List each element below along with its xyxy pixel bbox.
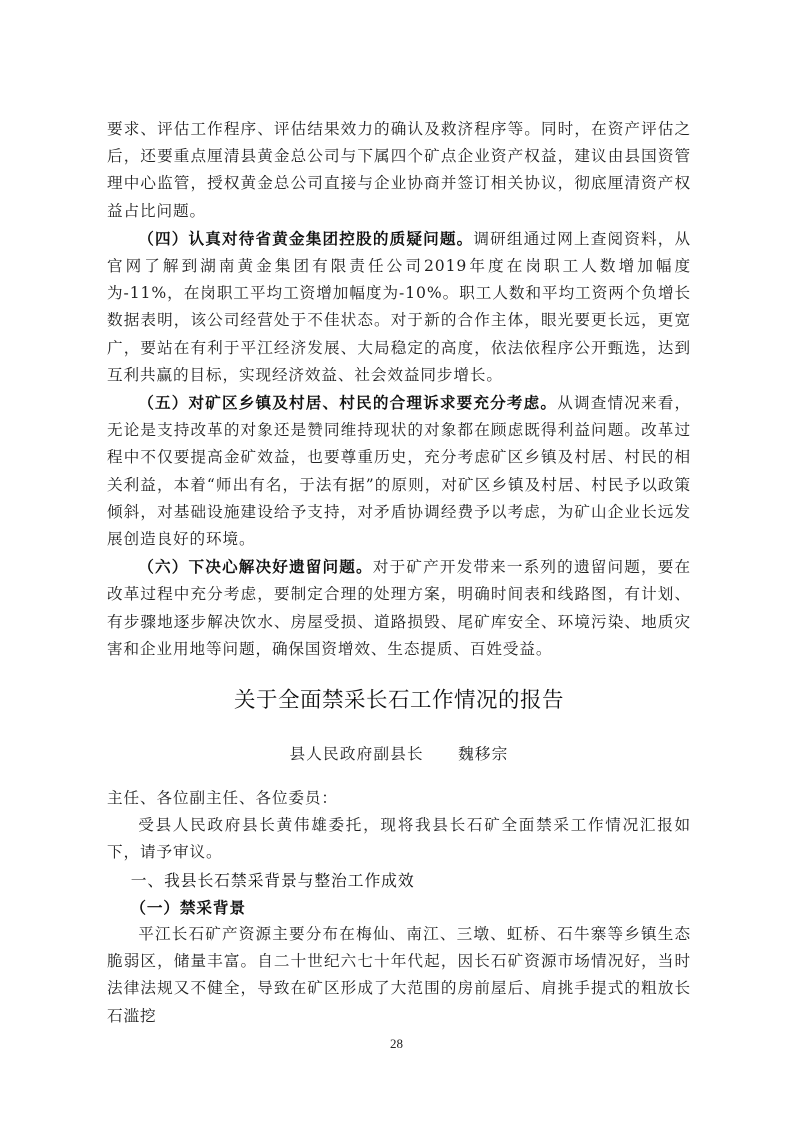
- background-paragraph: 平江长石矿产资源主要分布在梅仙、南江、三墩、虹桥、石牛寨等乡镇生态脆弱区，储量丰富。自二十世纪六七十年代起，因长石矿资源市场情况好，当时法律法规又不健全，导致在矿区形成了大范围的房前屋后、肩挑手提式的粗放长石滥挖: [107, 925, 691, 1025]
- section-four-body: 调研组通过网上查阅资料，从官网了解到湖南黄金集团有限责任公司2019年度在岗职工人数增加幅度为-11%，在岗职工平均工资增加幅度为-10%。职工人数和平均工资两个负增长数据表明，该公司经营处于不佳状态。对于新的合作主体，眼光要更长远，更宽广，要站在有利于平江经济发展、大局稳定的高度，依法依程序公开甄选，达到互利共赢的目标，实现经济效益、社会效益同步增长。: [107, 229, 691, 384]
- section-six: [107, 553, 691, 663]
- page-content: [107, 116, 691, 1030]
- author-role: 县人民政府副县长: [289, 745, 424, 764]
- section-five-body: 从调查情况来看，无论是支持改革的对象还是赞同维持现状的对象都在顾虑既得利益问题。改革过程中不仅要提高金矿效益，也要尊重历史，充分考虑矿区乡镇及村居、村民的相关利益，本着“师出有名，于法有据”的原则，对矿区乡镇及村居、村民予以政策倾斜，对基础设施建设给予支持，对矛盾协调经费予以考虑，为矿山企业长远发展创造良好的环境。: [107, 394, 691, 549]
- report-title: 关于全面禁采长石工作情况的报告: [233, 688, 564, 714]
- section-five-heading: （五）对矿区乡镇及村居、村民的合理诉求要充分考虑。: [138, 393, 558, 413]
- section-four: [107, 225, 691, 389]
- section-five: [107, 389, 691, 553]
- report-author: [107, 739, 691, 769]
- page-number: 28: [390, 1036, 403, 1051]
- section-four-heading: （四）认真对待省黄金集团控股的质疑问题。: [138, 228, 474, 248]
- intro-paragraph: 受县人民政府县长黄伟雄委托，现将我县长石矿全面禁采工作情况汇报如下，请予审议。: [107, 816, 691, 862]
- author-name: 魏移宗: [458, 745, 509, 764]
- heading-level-2: （一）禁采背景: [130, 897, 246, 917]
- continuation-paragraph: 要求、评估工作程序、评估结果效力的确认及救济程序等。同时，在资产评估之后，还要重点厘清县黄金总公司与下属四个矿点企业资产权益，建议由县国资管理中心监管，授权黄金总公司直接与企业协商并签订相关协议，彻底厘清资产权益占比问题。: [107, 120, 691, 220]
- section-six-heading: （六）下决心解决好遗留问题。: [138, 557, 373, 577]
- salutation: 主任、各位副主任、各位委员：: [107, 789, 338, 808]
- heading-level-1: 一、我县长石禁采背景与整治工作成效: [130, 870, 415, 890]
- section-six-body: 对于矿产开发带来一系列的遗留问题，要在改革过程中充分考虑，要制定合理的处理方案，明确时间表和线路图，有计划、有步骤地逐步解决饮水、房屋受损、道路损毁、尾矿库安全、环境污染、地质灾害和企业用地等问题，确保国资增效、生态提质、百姓受益。: [107, 558, 691, 658]
